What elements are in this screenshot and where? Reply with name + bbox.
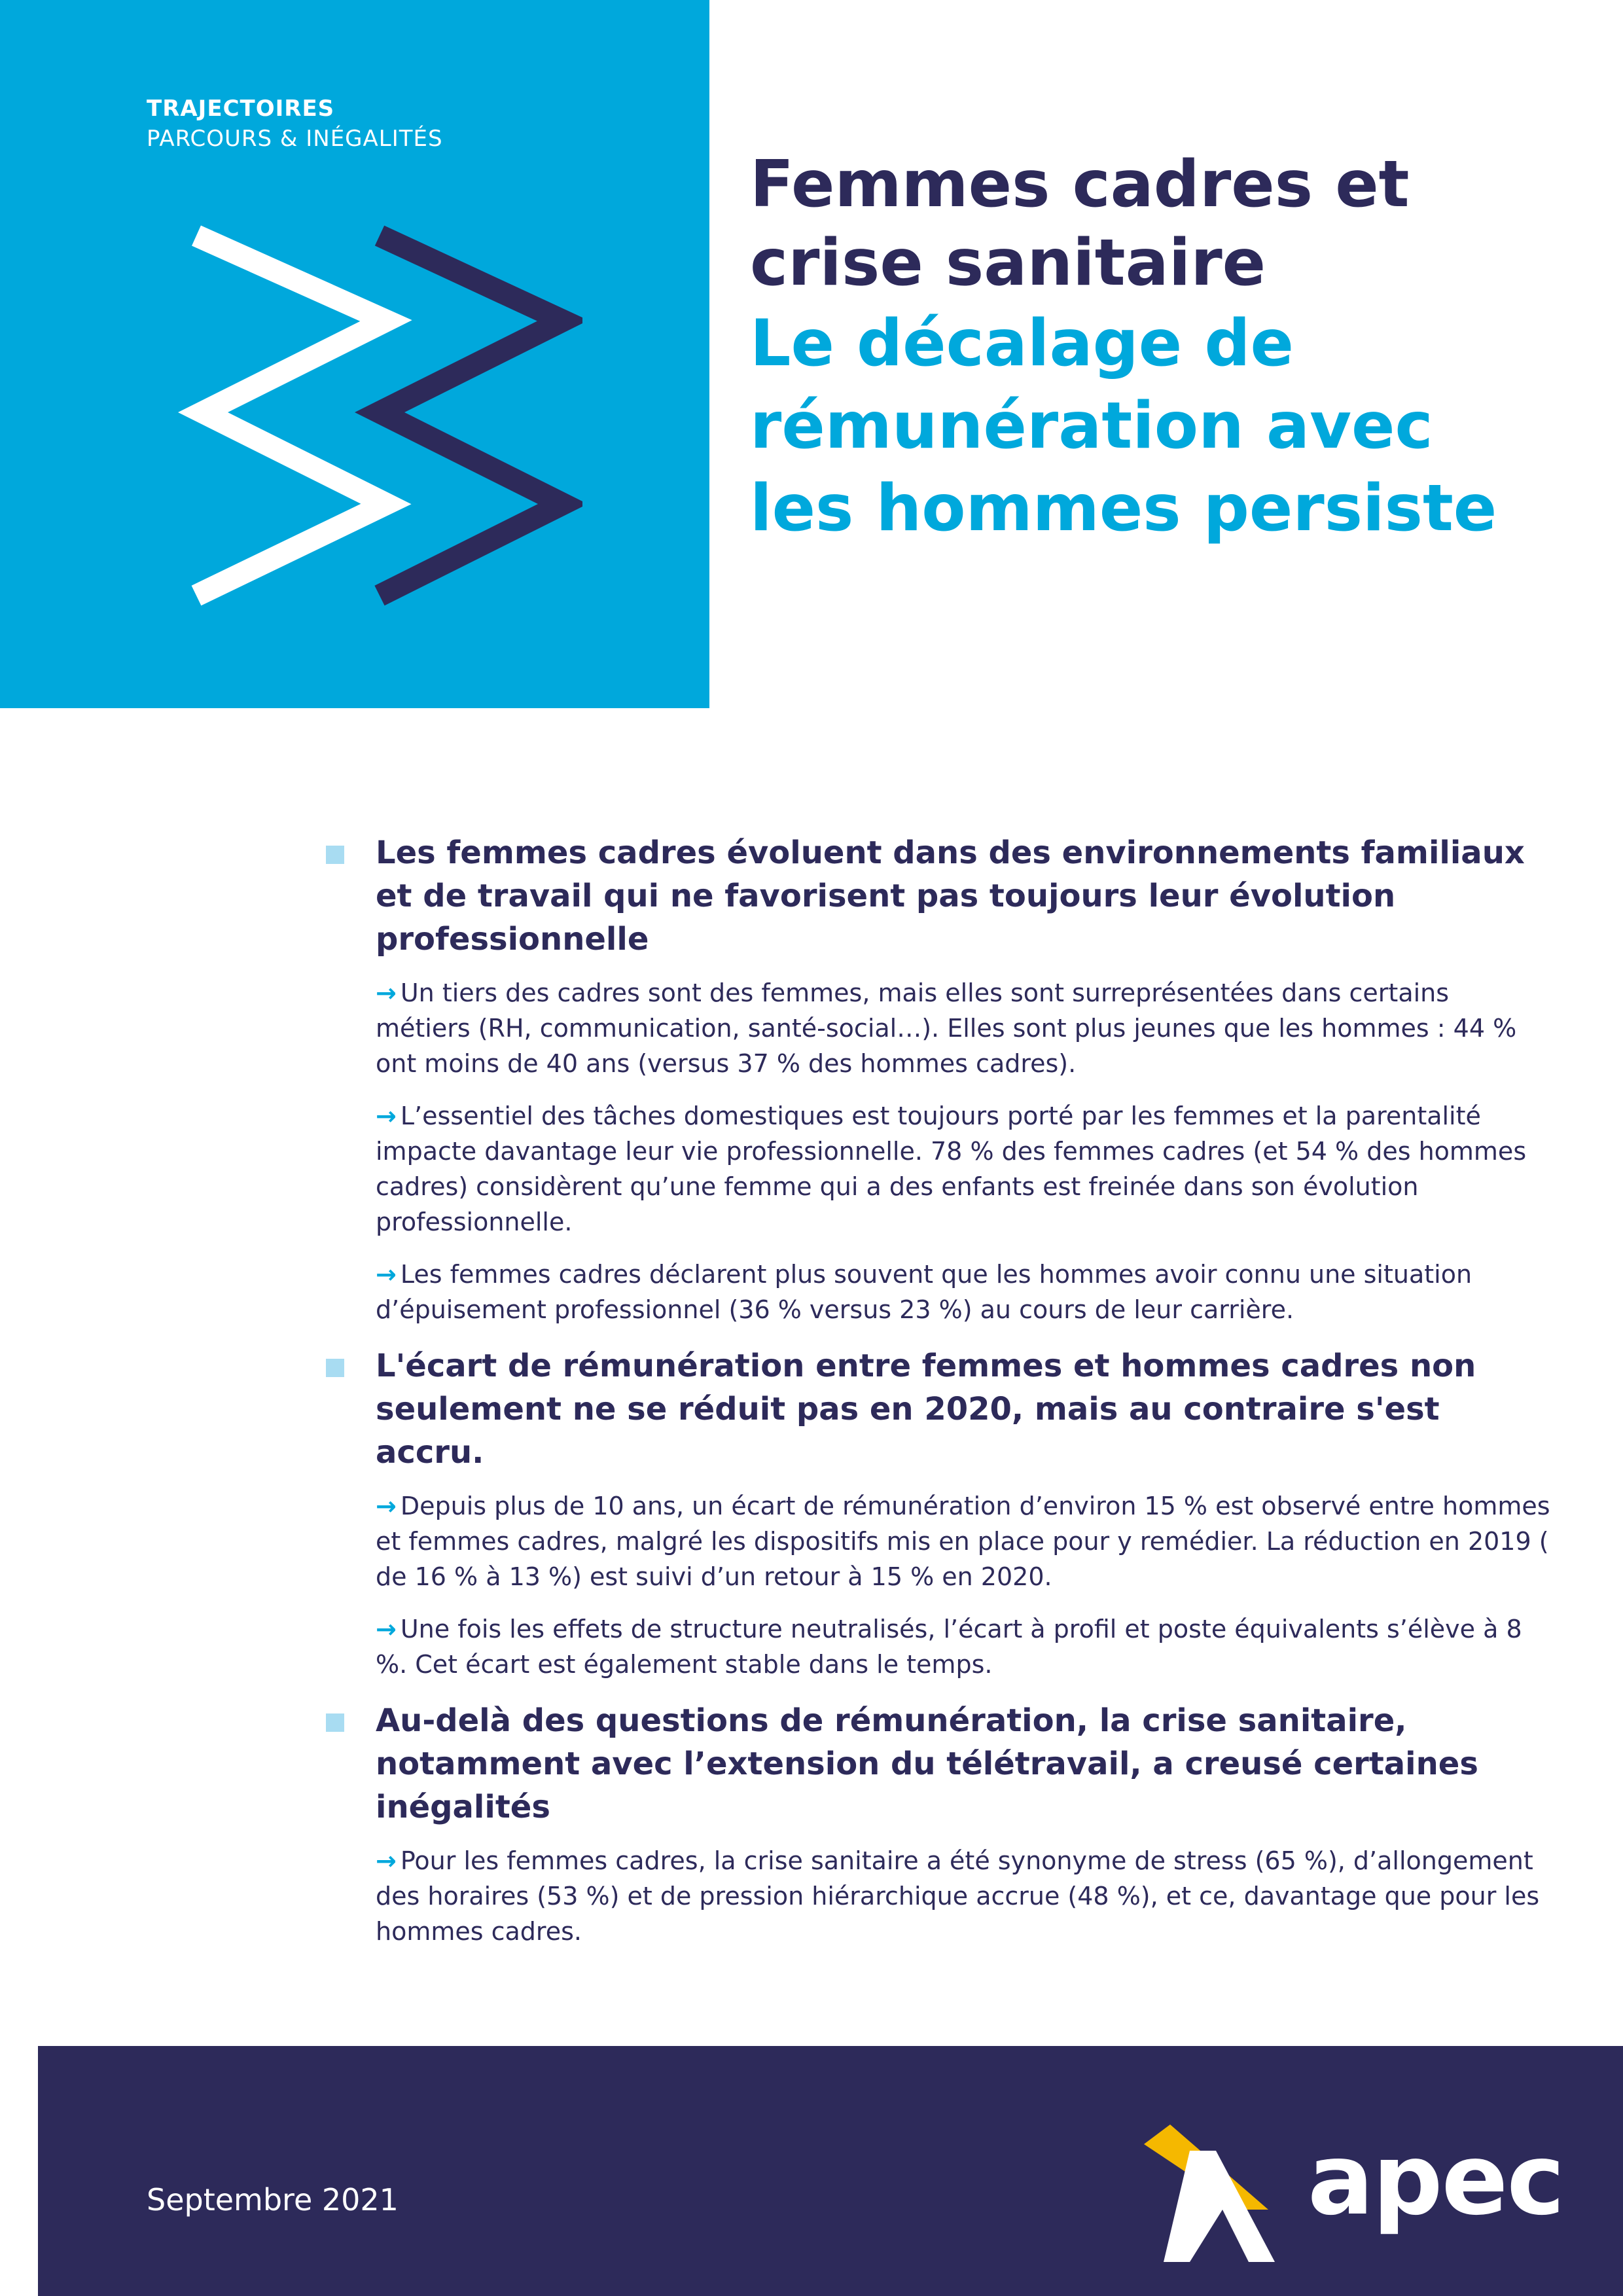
apec-logo-wordmark: apec <box>1308 2123 1564 2237</box>
subtitle-line: les hommes persiste <box>750 471 1497 546</box>
section-heading: Les femmes cadres évoluent dans des environnements familiaux et de travail qui ne favorisent pas toujours leur évolution professionnelle <box>376 834 1525 958</box>
publication-date: Septembre 2021 <box>147 2182 399 2217</box>
apec-logo-mark-icon <box>1144 2125 1301 2262</box>
section-health-crisis-inequalities <box>321 1699 1551 1949</box>
paragraph-text: Un tiers des cadres sont des femmes, mais elles sont surreprésentées dans certains métiers (RH, communication, santé-social…). Elles sont plus jeunes que les hommes : 44 % ont moins de 40 ans (versus 37 % des hommes cadres). <box>376 978 1517 1078</box>
section-paragraph <box>376 975 1551 1081</box>
arrow-right-icon: → <box>376 978 397 1007</box>
paragraph-text: Une fois les effets de structure neutralisés, l’écart à profil et poste équivalents s’élève à 8 %. Cet écart est également stable dans le temps. <box>376 1615 1522 1679</box>
paragraph-text: Depuis plus de 10 ans, un écart de rémunération d’environ 15 % est observé entre hommes et femmes cadres, malgré les dispositifs mis en place pour y remédier. La réduction en 2019 ( de 16 % à 13 %) est suivi d’un retour à 15 % en 2020. <box>376 1492 1550 1591</box>
summary-content <box>321 831 1551 1966</box>
section-heading: Au-delà des questions de rémunération, la crise sanitaire, notamment avec l’extension du télétravail, a creusé certaines inégalités <box>376 1702 1478 1825</box>
section-heading: L'écart de rémunération entre femmes et hommes cadres non seulement ne se réduit pas en 2020, mais au contraire s'est accru. <box>376 1348 1476 1471</box>
paragraph-text: L’essentiel des tâches domestiques est toujours porté par les femmes et la parentalité impacte davantage leur vie professionnelle. 78 % des femmes cadres (et 54 % des hommes cadres) considèrent qu’une femme qui a des enfants est freinée dans son évolution professionnelle. <box>376 1102 1527 1236</box>
arrow-right-icon: → <box>376 1615 397 1643</box>
title-block <box>750 145 1594 550</box>
section-paragraph <box>376 1611 1551 1682</box>
arrow-right-icon: → <box>376 1102 397 1130</box>
arrow-right-icon: → <box>376 1846 397 1875</box>
title-line: Femmes cadres et <box>750 147 1410 222</box>
subtitle-line: Le décalage de <box>750 306 1294 381</box>
section-paragraph <box>376 1843 1551 1949</box>
footer <box>38 2046 1623 2296</box>
section-paragraph <box>376 1098 1551 1240</box>
series-subtitle: PARCOURS & INÉGALITÉS <box>147 126 443 152</box>
series-title: TRAJECTOIRES <box>147 96 335 122</box>
white-chevron <box>196 236 386 596</box>
paragraph-text: Les femmes cadres déclarent plus souvent que les hommes avoir connu une situation d’épuisement professionnel (36 % versus 23 %) au cours de leur carrière. <box>376 1260 1472 1324</box>
arrow-right-icon: → <box>376 1260 397 1289</box>
page-subtitle <box>750 302 1594 550</box>
section-family-work-environment <box>321 831 1551 1327</box>
header-block <box>0 0 709 708</box>
series-label <box>147 93 443 153</box>
section-paragraph <box>376 1488 1551 1594</box>
arrow-right-icon: → <box>376 1492 397 1520</box>
section-paragraph <box>376 1257 1551 1327</box>
section-pay-gap <box>321 1344 1551 1682</box>
paragraph-text: Pour les femmes cadres, la crise sanitaire a été synonyme de stress (65 %), d’allongement des horaires (53 %) et de pression hiérarchique accrue (48 %), et ce, davantage que pour les hommes cadres. <box>376 1846 1540 1946</box>
subtitle-line: rémunération avec <box>750 389 1433 463</box>
page-title <box>750 145 1594 302</box>
square-bullet-icon <box>326 1359 344 1377</box>
navy-chevron <box>380 236 563 596</box>
double-chevron-graphic <box>177 223 582 609</box>
square-bullet-icon <box>326 1713 344 1732</box>
square-bullet-icon <box>326 846 344 864</box>
title-line: crise sanitaire <box>750 226 1266 300</box>
